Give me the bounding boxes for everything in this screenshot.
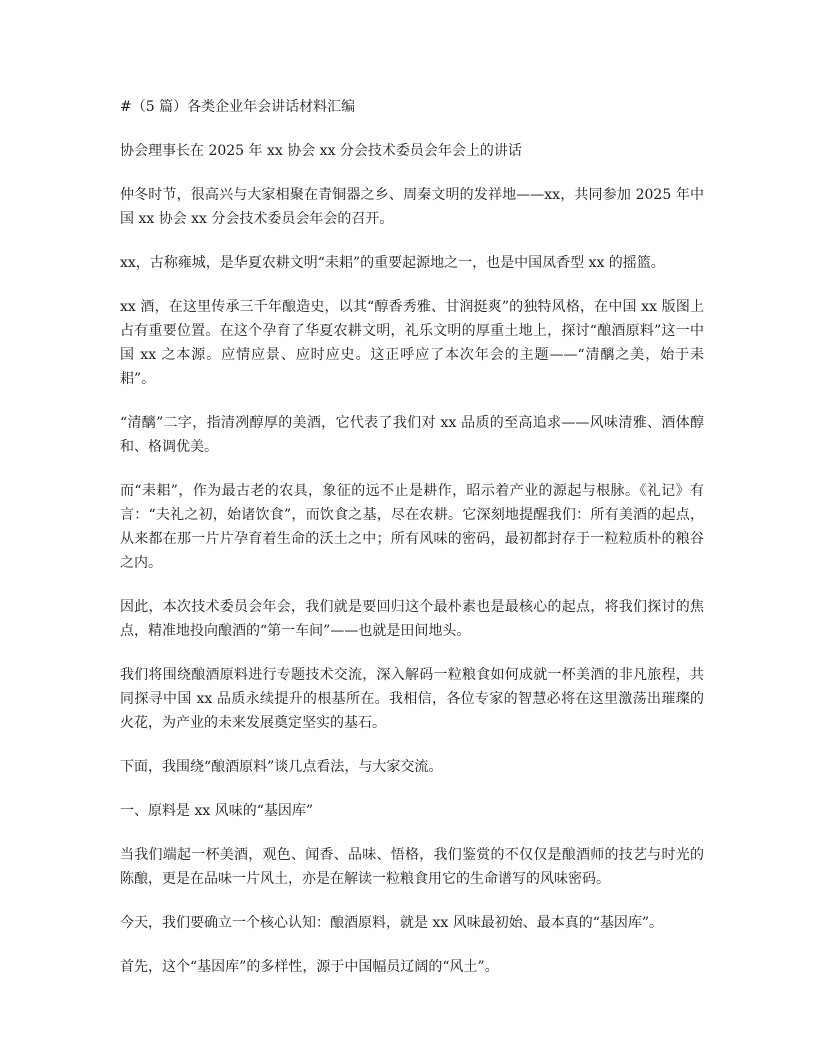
paragraph: 因此，本次技术委员会年会，我们就是要回归这个最朴素也是最核心的起点，将我们探讨的焦点，精准地投向酿酒的“第一车间”——也就是田间地头。 bbox=[120, 599, 704, 639]
speech-heading: 协会理事长在 2025 年 xx 协会 xx 分会技术委员会年会上的讲话 bbox=[120, 143, 522, 159]
paragraph: 仲冬时节，很高兴与大家相聚在青铜器之乡、周秦文明的发祥地——xx，共同参加 2025 年中国 xx 协会 xx 分会技术委员会年会的召开。 bbox=[120, 187, 704, 227]
paragraph: 而“耒耜”，作为最古老的农具，象征的远不止是耕作，昭示着产业的源起与根脉。《礼记》有言：“夫礼之初，始诸饮食”，而饮食之基，尽在农耕。它深刻地提醒我们：所有美酒的起点，从来都在那一片片孕育着生命的沃土之中；所有风味的密码，最初都封存于一粒粒质朴的粮谷之内。 bbox=[120, 483, 704, 571]
document-title: #（5 篇）各类企业年会讲话材料汇编 bbox=[120, 99, 356, 115]
paragraph: 当我们端起一杯美酒，观色、闻香、品味、悟格，我们鉴赏的不仅仅是酿酒师的技艺与时光的陈酿，更是在品味一片风土，亦是在解读一粒粮食用它的生命谱写的风味密码。 bbox=[120, 847, 704, 887]
paragraph: xx，古称雍城，是华夏农耕文明“耒耜”的重要起源地之一，也是中国凤香型 xx 的摇篮。 bbox=[120, 255, 665, 271]
paragraph: xx 酒，在这里传承三千年酿造史，以其“醇香秀雅、甘润挺爽”的独特风格，在中国 xx 版图上占有重要位置。在这个孕育了华夏农耕文明，礼乐文明的厚重土地上，探讨“酿酒原料”这一中国 xx 之本源。应情应景、应时应史。这正呼应了本次年会的主题——“清醨之美，始于耒耜”。 bbox=[120, 299, 704, 387]
paragraph: 今天，我们要确立一个核心认知：酿酒原料，就是 xx 风味最初始、最本真的“基因库”。 bbox=[120, 915, 664, 931]
section-heading: 一、原料是 xx 风味的“基因库” bbox=[120, 803, 314, 819]
paragraph: “清醨”二字，指清冽醇厚的美酒，它代表了我们对 xx 品质的至高追求——风味清雅、酒体醇和、格调优美。 bbox=[120, 415, 704, 455]
paragraph: 我们将围绕酿酒原料进行专题技术交流，深入解码一粒粮食如何成就一杯美酒的非凡旅程，共同探寻中国 xx 品质永续提升的根基所在。我相信，各位专家的智慧必将在这里激荡出璀璨的火花，为产业的未来发展奠定坚实的基石。 bbox=[120, 667, 704, 731]
paragraph: 首先，这个“基因库”的多样性，源于中国幅员辽阔的“风土”。 bbox=[120, 959, 499, 975]
document-page bbox=[120, 95, 704, 999]
paragraph: 下面，我围绕“酿酒原料”谈几点看法，与大家交流。 bbox=[120, 759, 443, 775]
